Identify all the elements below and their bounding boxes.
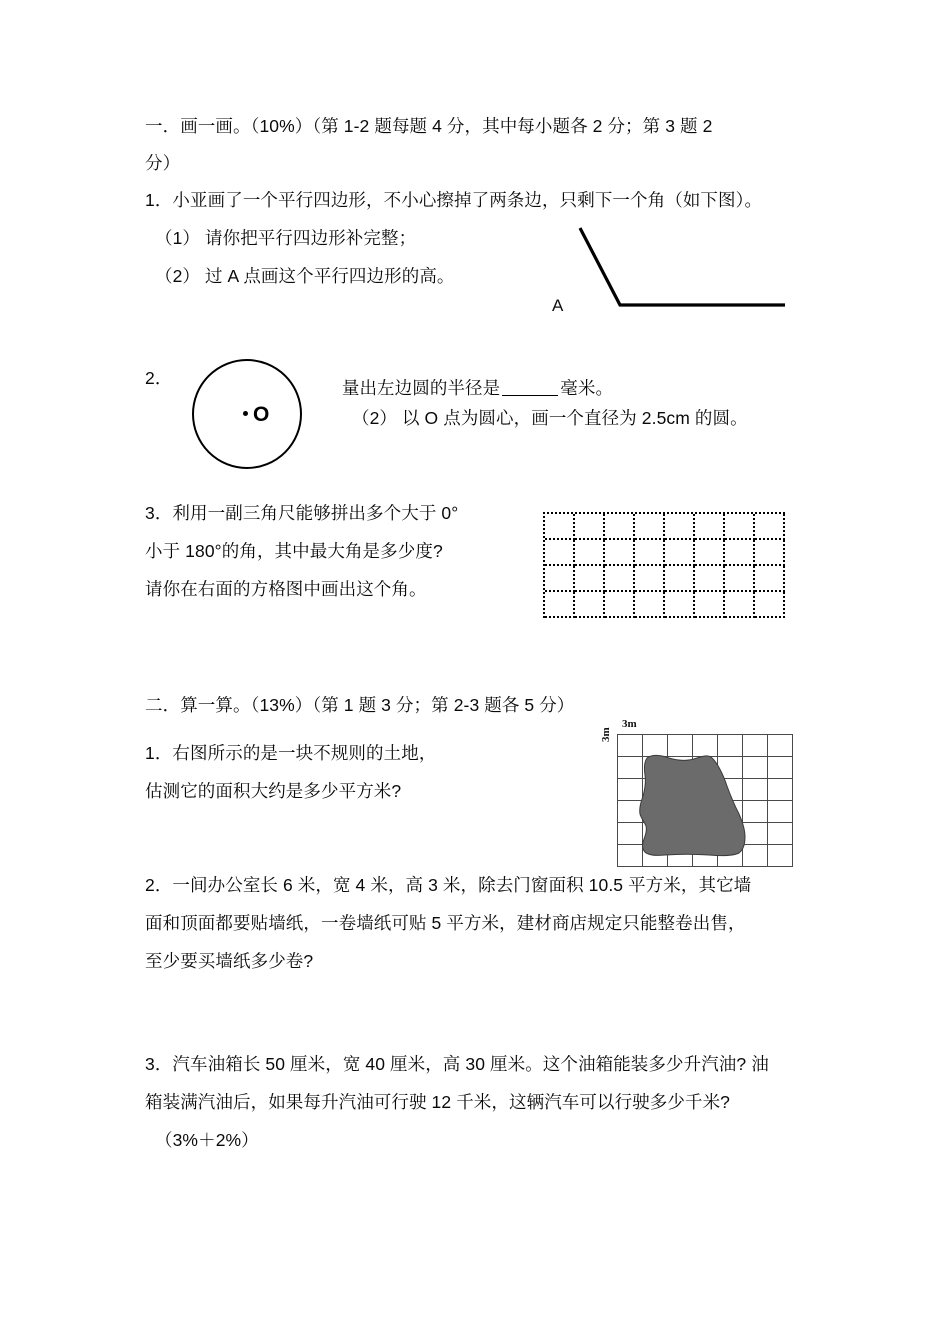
grid-cell	[718, 823, 743, 845]
irregular-land-figure	[617, 734, 792, 866]
grid-cell	[668, 779, 693, 801]
grid-cell	[743, 779, 768, 801]
grid-cell	[695, 514, 725, 540]
grid-cell	[768, 779, 793, 801]
s2-q2-line2: 面和顶面都要贴墙纸，一卷墙纸可贴 5 平方米，建材商店规定只能整卷出售，	[145, 913, 746, 933]
land-measure-grid	[617, 734, 793, 867]
grid-cell	[605, 566, 635, 592]
grid-cell	[755, 592, 785, 618]
grid-cell	[575, 514, 605, 540]
grid-cell	[665, 592, 695, 618]
grid-cell	[743, 823, 768, 845]
grid-cell	[743, 735, 768, 757]
grid-cell	[693, 801, 718, 823]
grid-cell	[665, 514, 695, 540]
grid-cell	[718, 845, 743, 867]
s2-q1-line1: 1．右图所示的是一块不规则的土地，	[145, 743, 437, 763]
grid-cell	[618, 845, 643, 867]
s2-q3-line3: （3%＋2%）	[155, 1130, 259, 1150]
s2-q3-line1: 3．汽车油箱长 50 厘米，宽 40 厘米，高 30 厘米。这个油箱能装多少升汽油? 油	[145, 1054, 769, 1074]
grid-cell	[768, 845, 793, 867]
grid-cell	[665, 566, 695, 592]
grid-cell	[618, 801, 643, 823]
circle-center-dot	[243, 411, 248, 416]
grid-cell	[725, 540, 755, 566]
q2-prompt-after-blank: 毫米。	[560, 377, 614, 398]
grid-cell	[695, 592, 725, 618]
q2-answer-blank[interactable]	[502, 395, 558, 396]
q2-prompt-before-blank: 量出左边圆的半径是	[341, 377, 501, 398]
grid-cell	[768, 757, 793, 779]
grid-cell	[695, 566, 725, 592]
s2-q1-line2: 估测它的面积大约是多少平方米?	[145, 781, 402, 801]
grid-cell	[718, 735, 743, 757]
grid-cell	[693, 779, 718, 801]
s2-q3-line2: 箱装满汽油后，如果每升汽油可行驶 12 千米，这辆汽车可以行驶多少千米?	[145, 1092, 731, 1112]
grid-cell	[605, 514, 635, 540]
s2-q2-line1: 2．一间办公室长 6 米，宽 4 米，高 3 米，除去门窗面积 10.5 平方米，其它墙	[145, 875, 752, 895]
grid-cell	[643, 845, 668, 867]
circle-center-label-o: O	[253, 403, 270, 426]
grid-cell	[605, 592, 635, 618]
grid-cell	[768, 735, 793, 757]
grid-cell	[618, 757, 643, 779]
grid-cell	[668, 735, 693, 757]
q3-line1: 3．利用一副三角尺能够拼出多个大于 0°	[145, 503, 459, 523]
grid-cell	[695, 540, 725, 566]
grid-cell	[635, 566, 665, 592]
grid-cell	[605, 540, 635, 566]
grid-cell	[725, 514, 755, 540]
grid-cell	[668, 823, 693, 845]
section-two-heading: 二．算一算。（13%）（第 1 题 3 分；第 2-3 题各 5 分）	[145, 695, 575, 715]
grid-cell	[545, 566, 575, 592]
grid-cell	[768, 823, 793, 845]
grid-cell	[755, 566, 785, 592]
q1-sub1: （1） 请你把平行四边形补完整；	[155, 228, 417, 248]
grid-cell	[693, 757, 718, 779]
grid-cell	[668, 845, 693, 867]
grid-cell	[743, 757, 768, 779]
grid-cell	[743, 845, 768, 867]
grid-cell	[668, 801, 693, 823]
grid-cell	[643, 757, 668, 779]
grid-cell	[618, 823, 643, 845]
grid-cell	[693, 735, 718, 757]
q2-number: 2．	[145, 368, 173, 388]
grid-cell	[725, 592, 755, 618]
grid-cell	[545, 592, 575, 618]
grid-cell	[575, 540, 605, 566]
grid-cell	[643, 823, 668, 845]
s2-q2-line3: 至少要买墙纸多少卷?	[145, 951, 314, 971]
q3-line3: 请你在右面的方格图中画出这个角。	[145, 579, 427, 599]
land-figure-left-scale-label: 3m	[600, 727, 612, 742]
q3-line2: 小于 180°的角，其中最大角是多少度?	[145, 541, 443, 561]
land-figure-top-scale-label: 3m	[622, 718, 637, 730]
grid-cell	[643, 779, 668, 801]
grid-cell	[755, 540, 785, 566]
grid-cell	[635, 514, 665, 540]
grid-cell	[718, 801, 743, 823]
grid-cell	[575, 566, 605, 592]
grid-cell	[618, 779, 643, 801]
section-one-heading-line1: 一．画一画。（10%）（第 1-2 题每题 4 分，其中每小题各 2 分；第 3 题 2	[145, 116, 713, 136]
grid-cell	[755, 514, 785, 540]
angle-vertex-label-a: A	[552, 296, 564, 315]
q3-answer-grid[interactable]	[543, 512, 785, 618]
grid-cell	[693, 845, 718, 867]
grid-cell	[718, 757, 743, 779]
grid-cell	[545, 514, 575, 540]
grid-cell	[635, 540, 665, 566]
parallelogram-angle-figure	[545, 215, 805, 325]
grid-cell	[635, 592, 665, 618]
grid-cell	[668, 757, 693, 779]
grid-cell	[575, 592, 605, 618]
q2-sub2: （2） 以 O 点为圆心，画一个直径为 2.5cm 的圆。	[352, 408, 748, 428]
q1-stem: 1．小亚画了一个平行四边形，不小心擦掉了两条边，只剩下一个角（如下图）。	[145, 190, 763, 210]
q1-sub2: （2） 过 A 点画这个平行四边形的高。	[155, 266, 455, 286]
section-one-heading-line2: 分）	[145, 153, 181, 173]
grid-cell	[643, 735, 668, 757]
grid-cell	[768, 801, 793, 823]
grid-cell	[665, 540, 695, 566]
grid-cell	[743, 801, 768, 823]
grid-cell	[718, 779, 743, 801]
grid-cell	[693, 823, 718, 845]
grid-cell	[545, 540, 575, 566]
grid-cell	[618, 735, 643, 757]
q2-radius-prompt	[322, 362, 613, 415]
grid-cell	[643, 801, 668, 823]
grid-cell	[725, 566, 755, 592]
